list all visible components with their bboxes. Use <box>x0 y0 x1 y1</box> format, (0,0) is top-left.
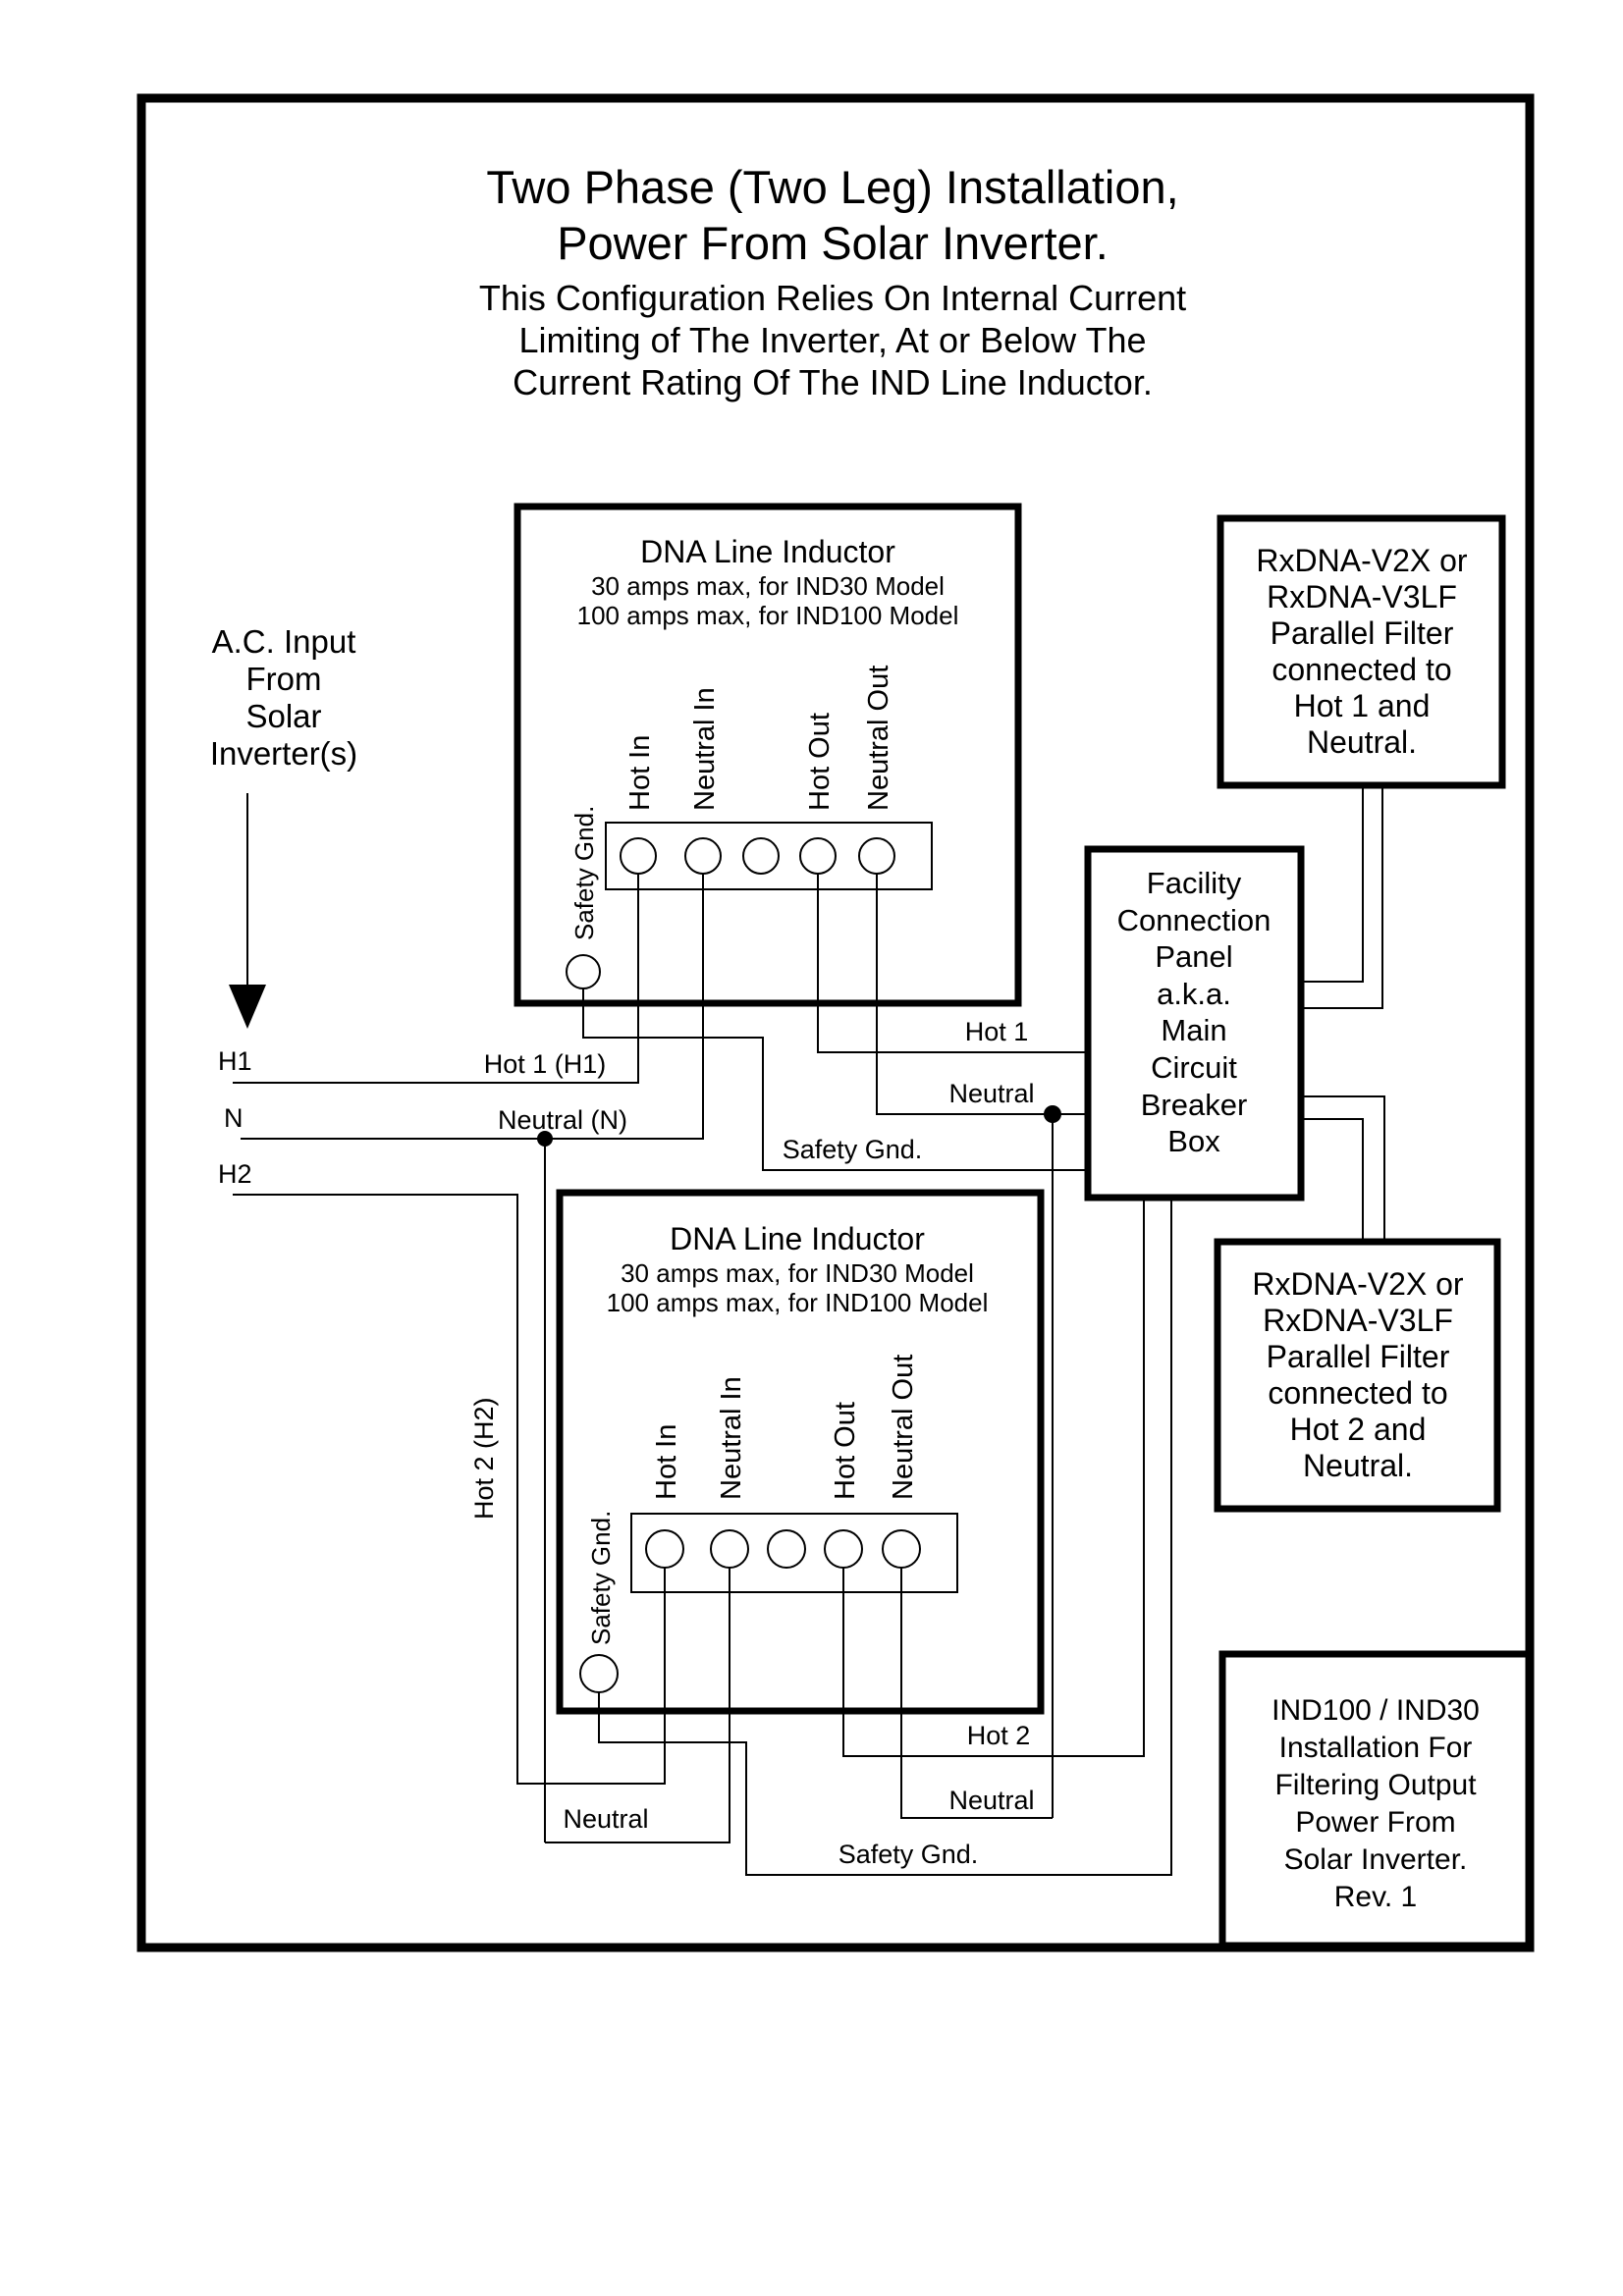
inductor-1-spec-1: 30 amps max, for IND30 Model <box>591 571 945 601</box>
terminal-1-spare <box>743 838 779 874</box>
revision-line-4: Power From <box>1295 1806 1456 1839</box>
wire-neutral-in-2 <box>545 1568 730 1842</box>
inductor-1-spec-2: 100 amps max, for IND100 Model <box>576 601 959 630</box>
title-line-2: Power From Solar Inverter. <box>557 217 1109 269</box>
label-neutral-out-2: Neutral <box>948 1786 1035 1815</box>
label-n: N <box>224 1103 243 1133</box>
terminal-2-spare <box>768 1530 805 1568</box>
revision-line-3: Filtering Output <box>1274 1769 1477 1801</box>
label-neutral-in-2: Neutral <box>563 1804 649 1834</box>
title-line-1: Two Phase (Two Leg) Installation, <box>486 161 1179 213</box>
arrow-head-icon <box>229 985 266 1029</box>
wire-neutral-out-2 <box>901 1568 1053 1818</box>
facility-line-2: Connection <box>1116 903 1271 937</box>
terminal-2-hot-in <box>646 1530 683 1568</box>
facility-panel <box>1088 849 1301 1198</box>
inductor-1-neutral-out-label: Neutral Out <box>863 665 894 811</box>
title-block <box>479 161 1186 402</box>
label-h1: H1 <box>218 1046 252 1076</box>
filter-2-line-3: Parallel Filter <box>1266 1339 1450 1374</box>
facility-line-1: Facility <box>1146 866 1242 900</box>
inductor-2-spec-2: 100 amps max, for IND100 Model <box>606 1288 989 1317</box>
filter-2-line-5: Hot 2 and <box>1289 1412 1427 1447</box>
label-hot1-h1: Hot 1 (H1) <box>483 1049 607 1079</box>
inductor-2-title: DNA Line Inductor <box>670 1221 925 1256</box>
revision-block <box>1222 1654 1530 1946</box>
facility-line-4: a.k.a. <box>1157 977 1231 1011</box>
inductor-2-safety-label: Safety Gnd. <box>586 1510 616 1645</box>
facility-line-5: Main <box>1161 1013 1227 1047</box>
ac-input-line-4: Inverter(s) <box>209 735 358 772</box>
terminal-2-safety-gnd <box>580 1655 618 1692</box>
wire-hot1-to-panel <box>818 874 1088 1052</box>
dna-inductor-2 <box>560 1193 1041 1711</box>
revision-line-1: IND100 / IND30 <box>1271 1694 1480 1727</box>
filter-1-line-1: RxDNA-V2X or <box>1256 543 1468 578</box>
terminal-1-hot-out <box>800 838 836 874</box>
wire-panel-to-filter2-b <box>1301 1119 1363 1242</box>
inductor-1-safety-label: Safety Gnd. <box>569 805 599 940</box>
inductor-1-hot-out-label: Hot Out <box>804 713 836 811</box>
facility-line-8: Box <box>1167 1124 1220 1158</box>
inductor-1-hot-in-label: Hot In <box>624 734 656 811</box>
facility-line-6: Circuit <box>1151 1050 1237 1085</box>
parallel-filter-1 <box>1220 518 1502 785</box>
inductor-2-neutral-out-label: Neutral Out <box>888 1354 919 1500</box>
terminal-2-neutral-out <box>883 1530 920 1568</box>
filter-1-line-4: connected to <box>1271 652 1452 687</box>
inductor-2-hot-out-label: Hot Out <box>830 1402 861 1500</box>
filter-1-line-2: RxDNA-V3LF <box>1267 579 1457 614</box>
terminal-1-safety-gnd <box>567 955 600 988</box>
dna-inductor-1 <box>517 507 1018 1003</box>
label-hot2-h2: Hot 2 (H2) <box>469 1397 499 1520</box>
terminal-1-neutral-in <box>685 838 721 874</box>
inductor-1-neutral-in-label: Neutral In <box>689 687 721 811</box>
subtitle-line-1: This Configuration Relies On Internal Current <box>478 278 1187 318</box>
inductor-2-terminal-strip <box>631 1514 957 1592</box>
revision-line-5: Solar Inverter. <box>1283 1843 1468 1876</box>
filter-2-line-6: Neutral. <box>1302 1448 1414 1483</box>
terminal-2-hot-out <box>825 1530 862 1568</box>
facility-line-3: Panel <box>1155 939 1233 974</box>
ac-input-line-3: Solar <box>245 698 322 734</box>
filter-1-line-6: Neutral. <box>1306 724 1418 760</box>
inductor-2-neutral-in-label: Neutral In <box>716 1376 747 1500</box>
ac-input-line-1: A.C. Input <box>211 623 356 660</box>
terminal-2-neutral-in <box>711 1530 748 1568</box>
inductor-1-terminal-strip <box>606 823 932 889</box>
ac-input-label <box>210 623 357 772</box>
inductor-2-hot-in-label: Hot In <box>651 1423 682 1500</box>
label-hot1-panel: Hot 1 <box>964 1017 1029 1046</box>
label-hot2-panel: Hot 2 <box>966 1721 1031 1750</box>
parallel-filter-2 <box>1217 1242 1497 1509</box>
label-neutral-n: Neutral (N) <box>497 1105 628 1135</box>
terminal-1-neutral-out <box>859 838 894 874</box>
ac-input-line-2: From <box>245 661 322 697</box>
facility-line-7: Breaker <box>1140 1088 1248 1122</box>
inductor-2-spec-1: 30 amps max, for IND30 Model <box>621 1258 974 1288</box>
filter-1-line-5: Hot 1 and <box>1293 688 1431 723</box>
label-safety-bottom: Safety Gnd. <box>838 1840 979 1869</box>
label-safety-panel: Safety Gnd. <box>782 1135 923 1164</box>
filter-2-line-1: RxDNA-V2X or <box>1252 1266 1464 1302</box>
terminal-1-hot-in <box>621 838 656 874</box>
filter-2-line-2: RxDNA-V3LF <box>1263 1303 1453 1338</box>
label-h2: H2 <box>218 1159 252 1189</box>
filter-1-line-3: Parallel Filter <box>1270 615 1454 651</box>
subtitle-line-3: Current Rating Of The IND Line Inductor. <box>513 362 1153 402</box>
revision-line-2: Installation For <box>1278 1732 1473 1764</box>
revision-line-6: Rev. 1 <box>1333 1881 1418 1913</box>
filter-2-line-4: connected to <box>1268 1375 1448 1411</box>
wire-panel-to-filter1-a <box>1301 788 1363 982</box>
wire-panel-to-filter1-b <box>1301 788 1382 1008</box>
ac-input-arrow <box>229 793 266 1029</box>
label-neutral-panel: Neutral <box>948 1079 1035 1108</box>
subtitle-line-2: Limiting of The Inverter, At or Below The <box>518 320 1147 360</box>
inductor-1-title: DNA Line Inductor <box>640 534 895 569</box>
